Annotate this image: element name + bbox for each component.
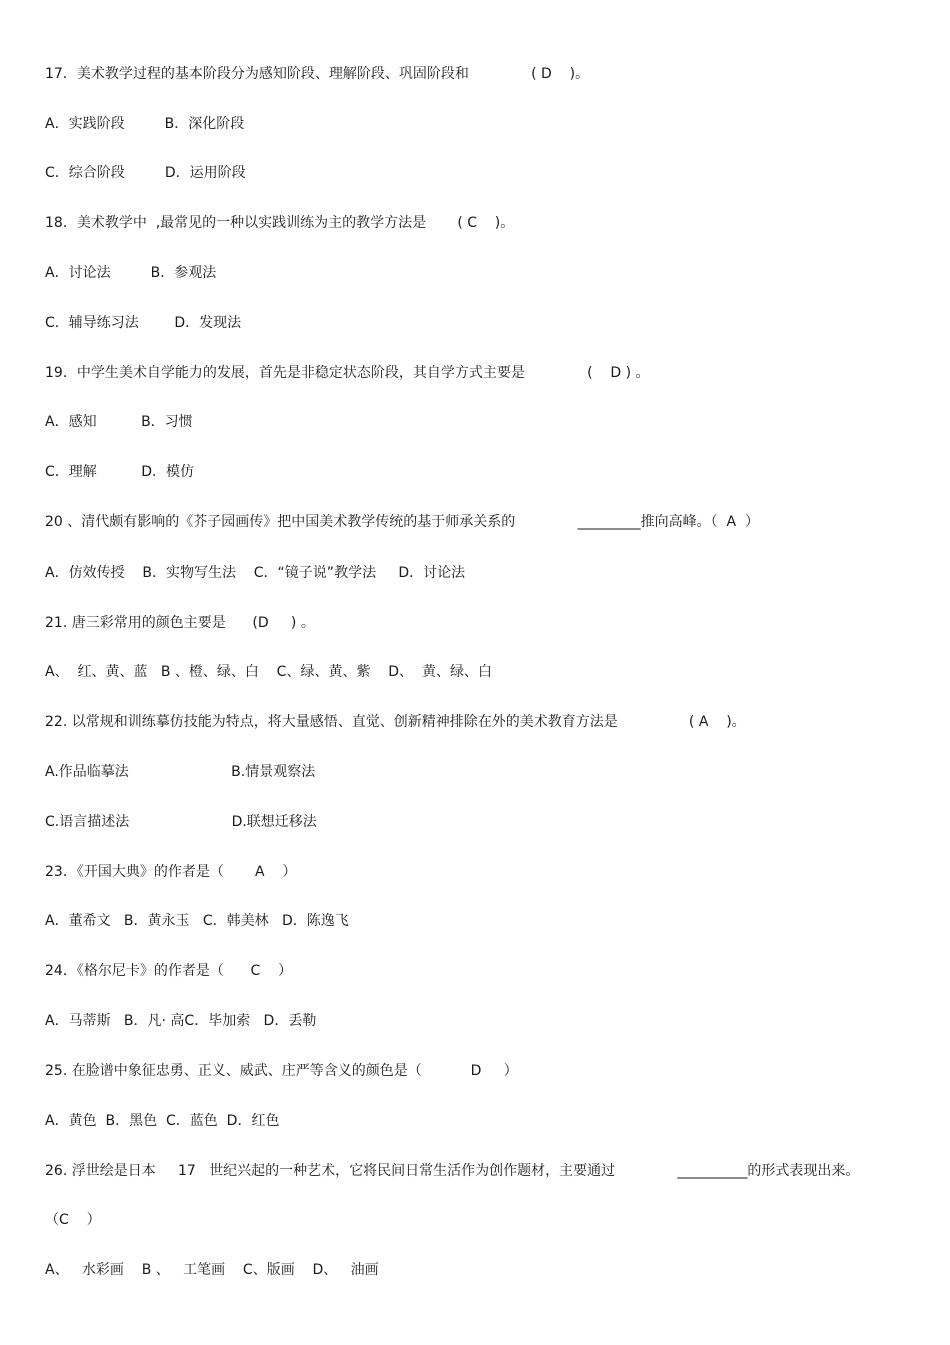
question-19-options-cd: C．理解 D．模仿	[45, 464, 195, 480]
question-24-options: A．马蒂斯 B．凡· 高C．毕加索 D．丢勒	[45, 1013, 317, 1029]
question-24-text: 24．《格尔尼卡》的作者是（ C ）	[45, 963, 293, 979]
question-20-options: A．仿效传授 B．实物写生法 C．“镜子说”教学法 D．讨论法	[45, 565, 466, 581]
question-19-text: 19．中学生美术自学能力的发展，首先是非稳定状态阶段，其自学方式主要是 ( D ) 。	[45, 365, 650, 381]
question-26-text: 26. 浮世绘是日本 17 世纪兴起的一种艺术，它将民间日常生活作为创作题材，主要通过 __________的形式表现出来。	[45, 1163, 860, 1179]
question-26-answer: （C ）	[45, 1212, 101, 1228]
question-17-text: 17．美术教学过程的基本阶段分为感知阶段、理解阶段、巩固阶段和 ( D )。	[45, 66, 590, 82]
question-22-options-ab: A.作品临摹法 B.情景观察法	[45, 764, 316, 780]
question-21-options: A、 红、黄、蓝 B 、橙、绿、白 C、绿、黄、紫 D、 黄、绿、白	[45, 664, 492, 680]
question-23-text: 23．《开国大典》的作者是（ A ）	[45, 864, 297, 880]
question-26-options: A、 水彩画 B 、 工笔画 C、版画 D、 油画	[45, 1262, 379, 1278]
question-18-text: 18．美术教学中 ,最常见的一种以实践训练为主的教学方法是 ( C )。	[45, 215, 515, 231]
question-25-options: A．黄色 B．黑色 C．蓝色 D．红色	[45, 1113, 280, 1129]
question-18-options-cd: C．辅导练习法 D．发现法	[45, 315, 242, 331]
question-17-options-cd: C．综合阶段 D．运用阶段	[45, 165, 246, 181]
question-22-options-cd: C.语言描述法 D.联想迁移法	[45, 814, 317, 830]
question-20-text: 20 、清代颇有影响的《芥子园画传》把中国美术教学传统的基于师承关系的 _________推向高峰。（ A ）	[45, 514, 759, 530]
question-18-options-ab: A．讨论法 B．参观法	[45, 265, 217, 281]
question-22-text: 22. 以常规和训练摹仿技能为特点，将大量感悟、直觉、创新精神排除在外的美术教育方法是 ( A )。	[45, 714, 746, 730]
question-17-options-ab: A．实践阶段 B．深化阶段	[45, 116, 245, 132]
question-21-text: 21. 唐三彩常用的颜色主要是 (D ) 。	[45, 615, 315, 631]
question-23-options: A．董希文 B．黄永玉 C．韩美林 D．陈逸飞	[45, 913, 349, 929]
question-25-text: 25. 在脸谱中象征忠勇、正义、威武、庄严等含义的颜色是（ D ）	[45, 1063, 518, 1079]
question-19-options-ab: A．感知 B．习惯	[45, 414, 193, 430]
